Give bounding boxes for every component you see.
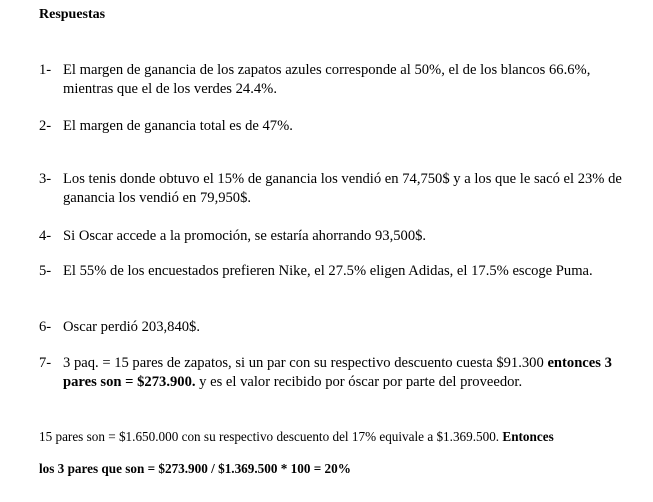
footer-line1-bold: Entonces — [502, 429, 554, 444]
footer-line-2: los 3 pares que son = $273.900 / $1.369.500 * 100 = 20% — [39, 461, 351, 476]
answer-number: 2- — [39, 118, 52, 134]
answer-item-1 — [39, 61, 629, 99]
answer-item-4 — [39, 227, 629, 246]
footer-line1-regular: 15 pares son = $1.650.000 con su respectivo descuento del 17% equivale a $1.369.500. — [39, 429, 500, 444]
answer-item-2 — [39, 117, 629, 136]
answer-number: 3- — [39, 171, 52, 187]
answer-text — [63, 354, 629, 392]
answer-item-3 — [39, 170, 629, 208]
footer-line-1 — [39, 428, 639, 446]
answer-text-part1: 3 paq. = 15 pares de zapatos, si un par con su respectivo descuento cuesta $91.300 — [63, 355, 544, 371]
answers-heading: Respuestas — [39, 7, 106, 22]
answer-number: 1- — [39, 62, 52, 78]
answer-number: 6- — [39, 319, 52, 335]
answer-item-6 — [39, 318, 629, 337]
answer-number: 7- — [39, 355, 52, 371]
answer-text-part2: y es el valor recibido por óscar por parte del proveedor. — [199, 374, 523, 390]
answer-number: 4- — [39, 228, 52, 244]
answer-text-bold: entonces 3 pares son = $273.900. — [63, 355, 612, 390]
answer-text: Oscar perdió 203,840$. — [63, 319, 200, 335]
answer-text: El margen de ganancia de los zapatos azules corresponde al 50%, el de los blancos 66.6%, mientras que el de los verdes 24.4%. — [63, 62, 591, 97]
answer-item-7 — [39, 354, 629, 392]
answer-item-5 — [39, 262, 629, 281]
answer-text: El margen de ganancia total es de 47%. — [63, 118, 293, 134]
answer-text: Si Oscar accede a la promoción, se estaría ahorrando 93,500$. — [63, 228, 427, 244]
answer-text: El 55% de los encuestados prefieren Nike, el 27.5% eligen Adidas, el 17.5% escoge Puma. — [63, 263, 593, 279]
answer-number: 5- — [39, 263, 52, 279]
answer-text: Los tenis donde obtuvo el 15% de ganancia los vendió en 74,750$ y a los que le sacó el 23% de ganancia los vendió en 79,950$. — [63, 171, 622, 206]
